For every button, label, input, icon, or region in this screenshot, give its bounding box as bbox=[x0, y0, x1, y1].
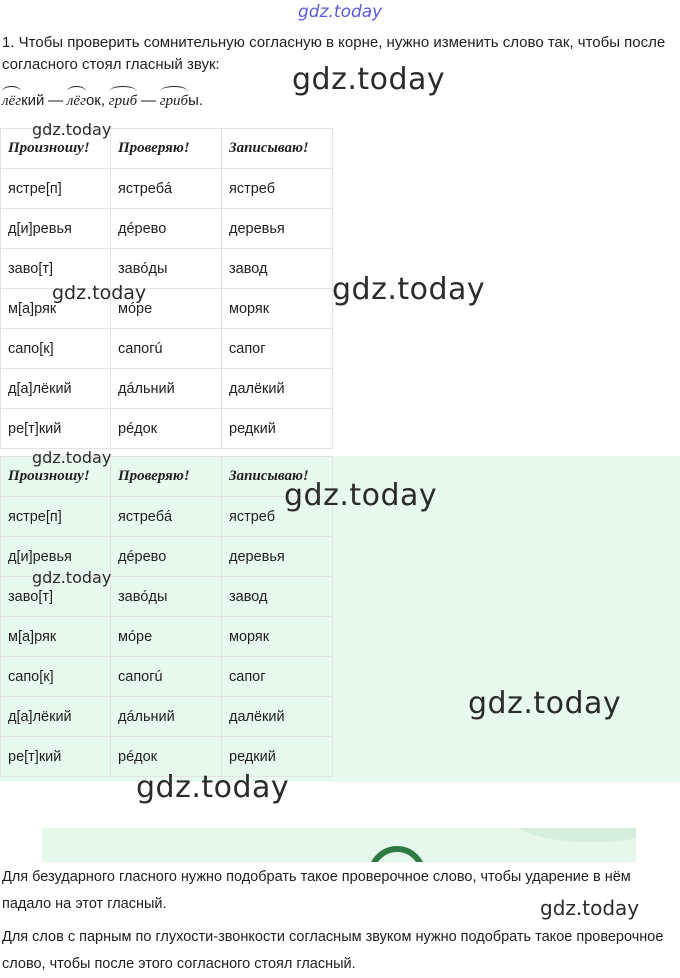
table-row bbox=[1, 329, 333, 369]
table-cell: далёкий bbox=[222, 369, 333, 409]
table-cell: дáльний bbox=[111, 697, 222, 737]
table-cell: ястреб bbox=[222, 169, 333, 209]
table-cell: рéдок bbox=[111, 409, 222, 449]
table-row bbox=[1, 209, 333, 249]
table-cell: д[и]ревья bbox=[1, 209, 111, 249]
example-arc-4: гриб bbox=[159, 93, 189, 109]
table-cell: ре[т]кий bbox=[1, 737, 111, 777]
table-cell: сапо[к] bbox=[1, 329, 111, 369]
watermark-top: gdz.today bbox=[298, 2, 383, 22]
table-row bbox=[1, 697, 333, 737]
table-cell: ястребá bbox=[111, 169, 222, 209]
watermark: gdz.today bbox=[292, 62, 446, 97]
table-row bbox=[1, 289, 333, 329]
watermark: gdz.today bbox=[52, 282, 147, 304]
table-row bbox=[1, 497, 333, 537]
table-cell: сапог bbox=[222, 329, 333, 369]
table-cell: дéрево bbox=[111, 209, 222, 249]
table-cell: д[и]ревья bbox=[1, 537, 111, 577]
table-row bbox=[1, 617, 333, 657]
decorative-shape bbox=[512, 828, 636, 842]
embedded-image-strip bbox=[42, 828, 636, 862]
watermark: gdz.today bbox=[136, 770, 290, 805]
watermark: gdz.today bbox=[284, 478, 438, 513]
example-words: лёгкий — лёгок, гриб — грибы. bbox=[2, 92, 204, 109]
table-cell: сапогú bbox=[111, 329, 222, 369]
header-cell: Записываю! bbox=[222, 129, 333, 169]
table-cell: рéдок bbox=[111, 737, 222, 777]
header-cell: Произношу! bbox=[1, 129, 111, 169]
example-arc-3: гриб bbox=[108, 93, 138, 109]
table-cell: ястребá bbox=[111, 497, 222, 537]
header-cell: Записываю! bbox=[222, 457, 333, 497]
table-cell: заво[т] bbox=[1, 577, 111, 617]
table-cell: ре[т]кий bbox=[1, 409, 111, 449]
header-cell: Проверяю! bbox=[111, 129, 222, 169]
table-cell: редкий bbox=[222, 409, 333, 449]
intro-text: 1. Чтобы проверить сомнительную согласную в корне, нужно изменить слово так, чтобы после согласного стоял гласный звук: bbox=[2, 34, 666, 73]
table-cell: заво[т] bbox=[1, 249, 111, 289]
table-cell: редкий bbox=[222, 737, 333, 777]
watermark: gdz.today bbox=[32, 568, 112, 587]
header-cell: Произношу! bbox=[1, 457, 111, 497]
watermark: gdz.today bbox=[468, 686, 622, 721]
table-cell: д[а]лёкий bbox=[1, 697, 111, 737]
table-row bbox=[1, 409, 333, 449]
table-cell: деревья bbox=[222, 209, 333, 249]
table-cell: ястре[п] bbox=[1, 497, 111, 537]
check-table-1 bbox=[0, 128, 333, 449]
table-cell: дáльний bbox=[111, 369, 222, 409]
example-arc-1: лёг bbox=[2, 93, 22, 109]
table-cell: м[а]ряк bbox=[1, 617, 111, 657]
footer-paragraph-2: Для слов с парным по глухости-звонкости согласным звуком нужно подобрать такое проверочное слово, чтобы после этого согласного стоял гласный. bbox=[2, 929, 664, 972]
table-cell: д[а]лёкий bbox=[1, 369, 111, 409]
example-arc-2: лёг bbox=[66, 93, 86, 109]
table-cell: сапо[к] bbox=[1, 657, 111, 697]
table-cell: завод bbox=[222, 577, 333, 617]
table-cell: мóре bbox=[111, 289, 222, 329]
footer-text bbox=[2, 864, 676, 978]
table-cell: дéрево bbox=[111, 537, 222, 577]
table-row bbox=[1, 249, 333, 289]
watermark: gdz.today bbox=[32, 120, 112, 139]
table-cell: далёкий bbox=[222, 697, 333, 737]
table-cell: завóды bbox=[111, 249, 222, 289]
header-cell: Проверяю! bbox=[111, 457, 222, 497]
watermark: gdz.today bbox=[32, 448, 112, 467]
logo-icon bbox=[368, 846, 426, 862]
table-cell: ястреб bbox=[222, 497, 333, 537]
table-cell: моряк bbox=[222, 617, 333, 657]
table-row bbox=[1, 369, 333, 409]
table-cell: сапог bbox=[222, 657, 333, 697]
table-cell: завóды bbox=[111, 577, 222, 617]
table-cell: деревья bbox=[222, 537, 333, 577]
table-row bbox=[1, 657, 333, 697]
table-cell: м[а]ряк bbox=[1, 289, 111, 329]
table-row bbox=[1, 169, 333, 209]
table-cell: мóре bbox=[111, 617, 222, 657]
watermark: gdz.today bbox=[540, 896, 640, 920]
watermark: gdz.today bbox=[332, 272, 486, 307]
table-cell: ястре[п] bbox=[1, 169, 111, 209]
table-cell: завод bbox=[222, 249, 333, 289]
table-cell: сапогú bbox=[111, 657, 222, 697]
table-cell: моряк bbox=[222, 289, 333, 329]
footer-paragraph-1: Для безударного гласного нужно подобрать такое проверочное слово, чтобы ударение в нём падало на этот гласный. bbox=[2, 869, 631, 912]
